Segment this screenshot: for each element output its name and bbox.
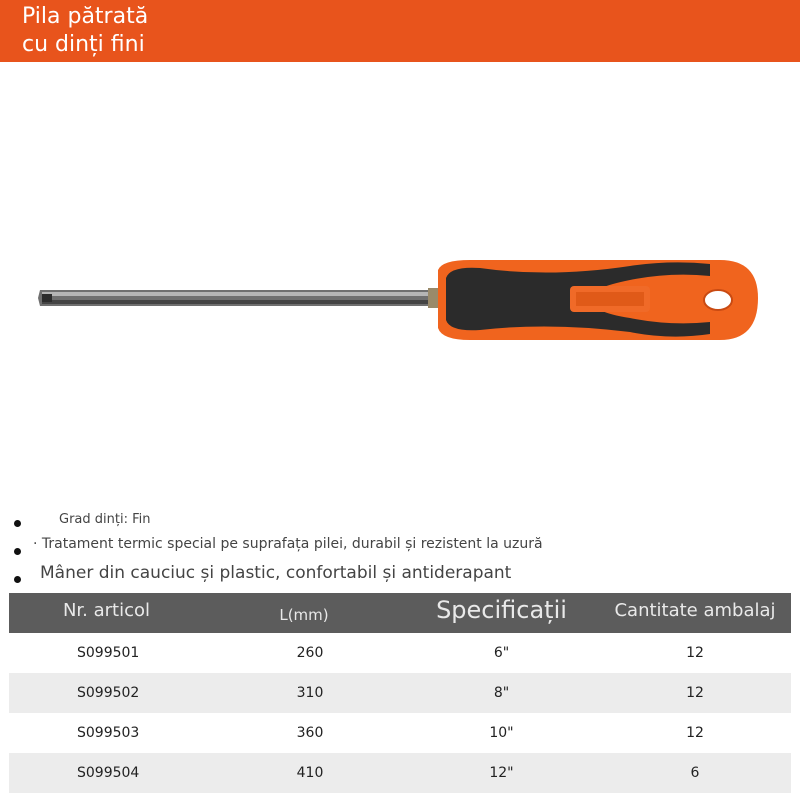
cell-length: 310 bbox=[204, 673, 404, 713]
cell-length: 260 bbox=[204, 633, 404, 673]
cell-article: S099504 bbox=[9, 753, 204, 793]
column-header-pack-qty: Cantitate ambalaj bbox=[599, 593, 791, 633]
feature-text: Grad dinți: Fin bbox=[59, 512, 151, 527]
cell-length: 360 bbox=[204, 713, 404, 753]
cell-pack-qty: 12 bbox=[599, 673, 791, 713]
bullet-icon bbox=[14, 548, 21, 555]
cell-spec: 12" bbox=[404, 753, 599, 793]
square-file-tool-icon bbox=[30, 250, 770, 360]
cell-spec: 6" bbox=[404, 633, 599, 673]
column-header-article: Nr. articol bbox=[9, 593, 204, 633]
feature-item-handle bbox=[0, 562, 800, 586]
spec-table bbox=[9, 593, 791, 793]
feature-text: Mâner din cauciuc și plastic, confortabil și antiderapant bbox=[40, 563, 512, 583]
page-title: Pila pătrată cu dinți fini bbox=[22, 4, 149, 57]
cell-article: S099502 bbox=[9, 673, 204, 713]
cell-article: S099501 bbox=[9, 633, 204, 673]
cell-pack-qty: 12 bbox=[599, 633, 791, 673]
cell-spec: 10" bbox=[404, 713, 599, 753]
table-row bbox=[9, 753, 791, 793]
table-header-row bbox=[9, 593, 791, 633]
feature-text: · Tratament termic special pe suprafața pilei, durabil și rezistent la uzură bbox=[33, 536, 543, 552]
cell-article: S099503 bbox=[9, 713, 204, 753]
header-band bbox=[0, 0, 800, 62]
bullet-icon bbox=[14, 576, 21, 583]
cell-pack-qty: 6 bbox=[599, 753, 791, 793]
cell-pack-qty: 12 bbox=[599, 713, 791, 753]
column-header-spec: Specificații bbox=[404, 593, 599, 633]
table-row bbox=[9, 713, 791, 753]
feature-item-teeth-grade bbox=[0, 506, 800, 530]
bullet-icon bbox=[14, 520, 21, 527]
cell-spec: 8" bbox=[404, 673, 599, 713]
column-header-length: L(mm) bbox=[204, 593, 404, 633]
table-row bbox=[9, 673, 791, 713]
cell-length: 410 bbox=[204, 753, 404, 793]
table-row bbox=[9, 633, 791, 673]
feature-item-heat-treatment bbox=[0, 534, 800, 558]
